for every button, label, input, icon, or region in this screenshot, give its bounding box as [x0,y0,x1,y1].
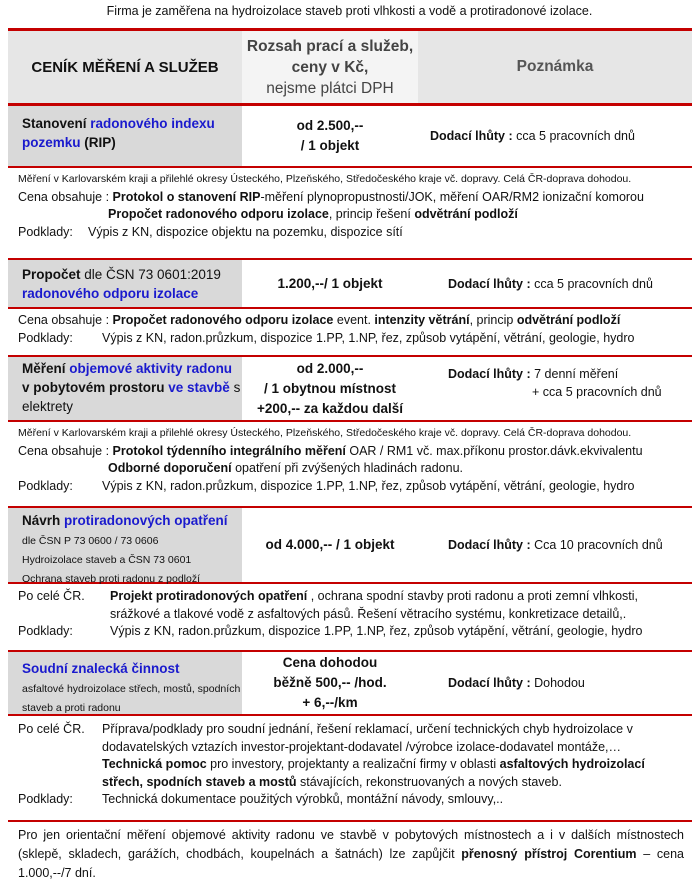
price-table [8,28,692,883]
header-scope-line3: nejsme plátci DPH [266,79,394,97]
service-details-propocet [8,309,692,357]
scope: Po celé ČR. Příprava/podklady pro soudní jednání, řešení reklamací, určení technických chyb hydroizolace v [18,722,633,736]
service-name: Propočet dle ČSN 73 0601:2019 radonového odporu izolace [8,260,242,307]
header-scope-line2: ceny v Kč, [291,58,369,76]
footer-note: Pro jen orientační měření objemové aktivity radonu ve stavbě v pobytových místnostech a i v dalších místnostech (sklepě, skladech, garážích, chodbách, koupelnách a šatnách) lze zapůjčit přenosný přístroj Corentium – cena 1.000,--/7 dní. [18,828,684,880]
service-name: Návrh protiradonových opatření dle ČSN P 73 0600 / 73 0606 Hydroizolace staveb a ČSN 73 0601 Ochrana staveb proti radonu z podloží [8,508,242,582]
price-includes: Cena obsahuje : Protokol týdenního integrálního měření OAR / RM1 vč. max.příkonu prostor.dávk.ekvivalentu [18,443,643,458]
company-note: Firma je zaměřena na hydroizolace staveb proti vlhkosti a vodě a protiradonové izolace. [106,4,593,18]
documents: Podklady: Technická dokumentace použitých výrobků, montážní návody, smlouvy,.. [18,792,504,806]
service-note: Dodací lhůty : cca 5 pracovních dnů [430,129,635,143]
table-header [8,28,692,106]
service-row-radon-measurement [8,357,692,422]
documents: Podklady: Výpis z KN, dispozice objektu na pozemku, dispozice sítí [18,224,403,239]
header-note: Poznámka [516,58,594,75]
service-row-design [8,508,692,584]
service-price: Cena dohodou běžně 500,-- /hod. + 6,--/km [273,655,387,710]
documents: Podklady: Výpis z KN, radon.průzkum, dispozice 1.PP, 1.NP, řez, způsob vytápění, větrání, geologie, hydro [18,478,635,493]
service-name: Soudní znalecká činnost asfaltové hydroizolace střech, mostů, spodních staveb a proti radonu [8,652,242,714]
service-row-propocet [8,260,692,309]
service-price: 1.200,--/ 1 objekt [277,275,383,291]
price-includes: Cena obsahuje : Propočet radonového odporu izolace event. intenzity větrání, princip odvětrání podloží [18,313,621,327]
scope-4: střech, spodních staveb a mostů stávajících, rekonstruovaných a nových staveb. [102,774,562,789]
service-row-expert [8,652,692,716]
documents: Podklady: Výpis z KN, radon.průzkum, dispozice 1.PP, 1.NP, řez, způsob vytápění, větrání, geologie, hydro [18,624,643,638]
service-note: Dodací lhůty : 7 denní měření + cca 5 pracovních dnů [448,367,662,399]
service-note: Dodací lhůty : cca 5 pracovních dnů [448,276,653,291]
scope-3: Technická pomoc pro investory, projektanty a realizační firmy v oblasti asfaltových hydroizolací [102,757,645,771]
scope: Po celé ČR. Projekt protiradonových opatření , ochrana spodní stavby proti radonu a proti zemní vlhkosti, [18,589,638,603]
header-scope [242,31,418,103]
scope-2: srážkové a tlakové vodě z asfaltových pásů. Řešení větracího systému, konkretizace detailů,. [110,606,627,621]
price-includes-2: Propočet radonového odporu izolace, princip řešení odvětrání podloží [108,207,518,221]
price-includes-2: Odborné doporučení opatření při zvýšených hladinách radonu. [108,461,463,475]
service-row-rip [8,106,692,168]
service-price: od 4.000,-- / 1 objekt [265,537,395,552]
service-details-radon-measurement [8,422,692,508]
service-note: Dodací lhůty : Dohodou [448,676,585,690]
service-details-rip [8,168,692,260]
header-scope-line1: Rozsah prací a služeb, [246,37,414,55]
service-price: od 2.500,-- / 1 objekt [296,118,364,153]
header-title: CENÍK MĚŘENÍ A SLUŽEB [31,58,219,76]
scope-2: dodavatelských vztazích investor-projektant-dodavatel /výrobce izolace-dodavatel montáže,… [102,739,622,754]
area-note: Měření v Karlovarském kraji a přilehlé okresy Ústeckého, Plzeňského, Středočeského kraje vč. dopravy. Celá ČR-doprava dohodou. [18,173,632,185]
service-note: Dodací lhůty : Cca 10 pracovních dnů [448,538,663,552]
area-note: Měření v Karlovarském kraji a přilehlé okresy Ústeckého, Plzeňského, Středočeského kraje vč. dopravy. Celá ČR-doprava dohodou. [18,427,632,439]
price-includes: Cena obsahuje : Protokol o stanovení RIP-měření plynopropustnosti/JOK, měření OAR/RM2 ionizační komorou [18,189,644,204]
service-price: od 2.000,-- / 1 obytnou místnost +200,-- za každou další [257,360,403,416]
service-details-design [8,584,692,652]
service-name: Měření objemové aktivity radonu v pobytovém prostoru ve stavbě s elektrety [8,357,242,420]
documents: Podklady: Výpis z KN, radon.průzkum, dispozice 1.PP, 1.NP, řez, způsob vytápění, větrání, geologie, hydro [18,330,635,345]
service-name: Stanovení radonového indexu pozemku (RIP) [8,106,242,166]
service-details-expert [8,716,692,822]
